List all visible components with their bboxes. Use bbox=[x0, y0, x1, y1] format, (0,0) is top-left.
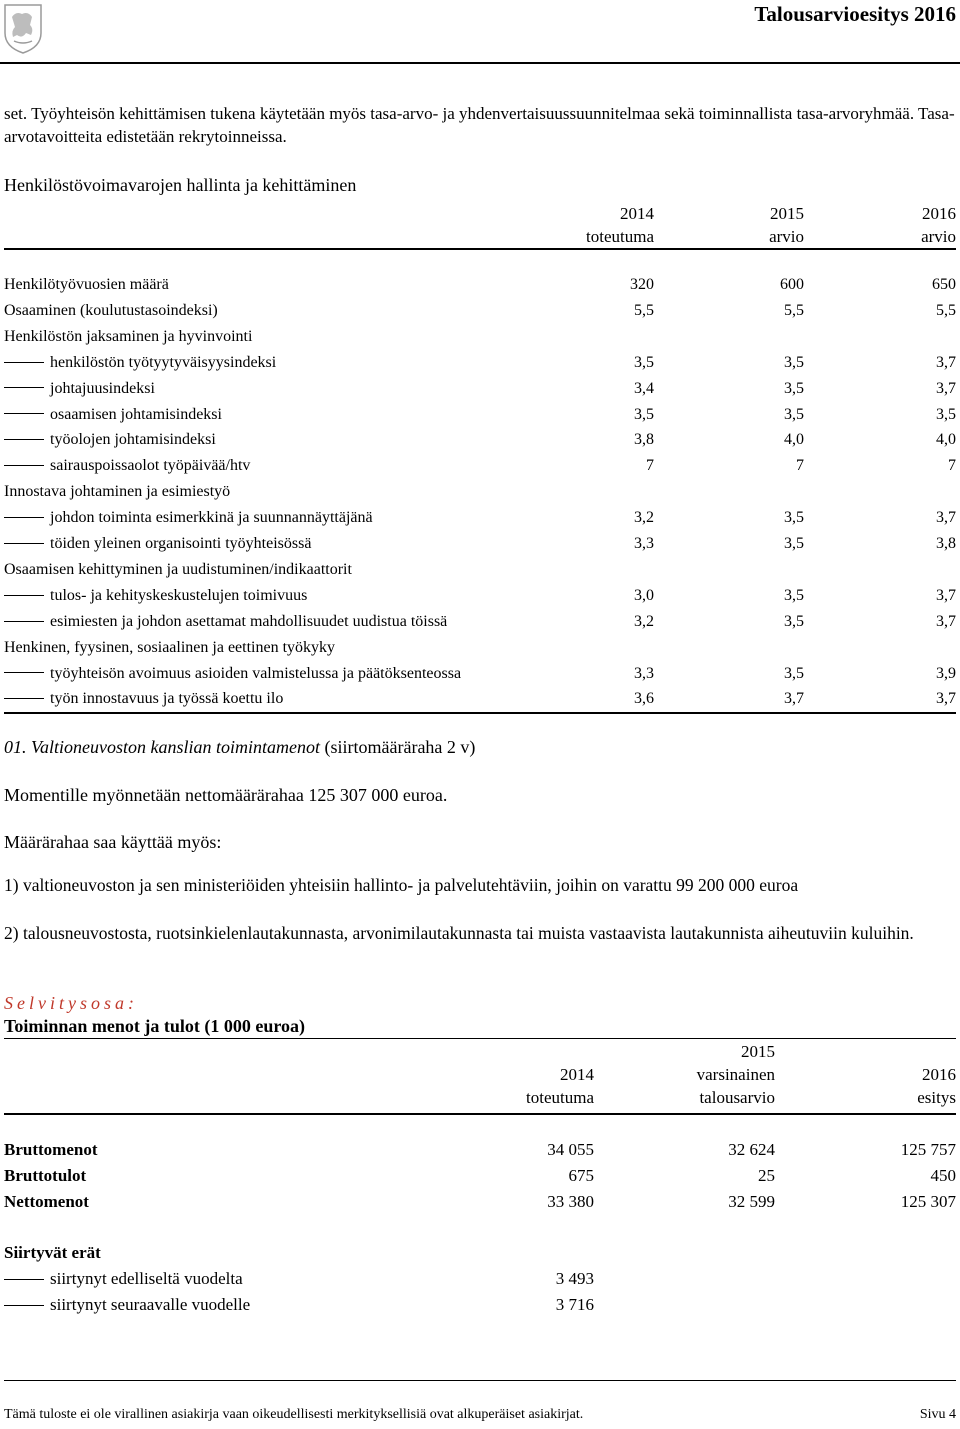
header-divider bbox=[0, 62, 960, 64]
dash-bullet bbox=[4, 1305, 44, 1306]
row-label: työolojen johtamisindeksi bbox=[4, 427, 216, 453]
dash-bullet bbox=[4, 362, 44, 363]
row-label: esimiesten ja johdon asettamat mahdollisuudet uudistua töissä bbox=[4, 609, 447, 635]
row-value: 125 307 bbox=[900, 1192, 956, 1211]
dash-bullet bbox=[4, 543, 44, 544]
row-label: osaamisen johtamisindeksi bbox=[4, 402, 222, 428]
row-value-2016: 3,7 bbox=[936, 353, 956, 371]
footer-rule bbox=[4, 1380, 956, 1381]
table1-row bbox=[4, 427, 956, 453]
row-value-2014: 3,2 bbox=[634, 509, 654, 527]
row-value-2015: 3,5 bbox=[784, 586, 804, 604]
row-label: työn innostavuus ja työssä koettu ilo bbox=[4, 686, 283, 712]
table1-row bbox=[4, 686, 956, 712]
paragraph-net-appropriation: Momentille myönnetään nettomäärärahaa 125 307 000 euroa. bbox=[4, 785, 448, 805]
table2-col-2015: 2015 varsinainen talousarvio bbox=[696, 1042, 775, 1107]
table1-col-2015: 2015 arvio bbox=[769, 204, 804, 246]
row-label: työyhteisön avoimuus asioiden valmistelussa ja päätöksenteossa bbox=[4, 661, 461, 687]
table2-header-rule bbox=[4, 1113, 956, 1115]
table1-row bbox=[4, 531, 956, 557]
row-label: henkilöstön työtyytyväisyysindeksi bbox=[4, 350, 276, 376]
table1-row bbox=[4, 583, 956, 609]
dash-bullet bbox=[4, 1279, 44, 1280]
table2-col-2016: 2016 esitys bbox=[917, 1065, 956, 1107]
row-label: Henkilöstön jaksaminen ja hyvinvointi bbox=[4, 327, 253, 345]
row-value-2015: 3,5 bbox=[784, 664, 804, 682]
row-value-2016: 3,7 bbox=[936, 690, 956, 708]
row-value-2014: 3,0 bbox=[634, 586, 654, 604]
row-value-2015: 600 bbox=[780, 276, 804, 293]
row-value-2014: 3,3 bbox=[634, 535, 654, 552]
row-label: Nettomenot bbox=[4, 1192, 89, 1211]
row-label: johtajuusindeksi bbox=[4, 376, 155, 402]
paragraph-usage-1: 1) valtioneuvoston ja sen ministeriöiden yhteisiin hallinto- ja palvelutehtäviin, joihin on varattu 99 200 000 euroa bbox=[4, 875, 799, 895]
dash-bullet bbox=[4, 698, 44, 699]
table1-row bbox=[4, 272, 956, 298]
row-label: Osaaminen (koulutustasoindeksi) bbox=[4, 301, 218, 319]
carry-over-title: Siirtyvät erät bbox=[4, 1243, 101, 1262]
row-value-2014: 7 bbox=[646, 457, 654, 475]
table2-col-2014: 2014 toteutuma bbox=[526, 1065, 594, 1107]
row-value-2016: 3,7 bbox=[936, 379, 956, 397]
row-value: 3 493 bbox=[555, 1269, 594, 1288]
moment-heading: 01. Valtioneuvoston kanslian toimintamenot (siirtomääräraha 2 v) bbox=[4, 737, 476, 757]
row-label: Innostava johtaminen ja esimiestyö bbox=[4, 483, 231, 501]
table2-title-rule bbox=[4, 1038, 956, 1039]
row-value-2014: 3,5 bbox=[634, 353, 654, 371]
row-value-2014: 3,3 bbox=[634, 664, 654, 682]
row-value: 32 624 bbox=[728, 1140, 775, 1159]
table2-title: Toiminnan menot ja tulot (1 000 euroa) bbox=[4, 1016, 306, 1036]
table1-row bbox=[4, 479, 956, 505]
row-value-2014: 3,4 bbox=[634, 379, 654, 397]
row-value: 675 bbox=[568, 1166, 594, 1185]
row-value-2016: 7 bbox=[948, 457, 956, 475]
row-value: 32 599 bbox=[728, 1192, 775, 1211]
dash-bullet bbox=[4, 595, 44, 596]
table1-col-2016: 2016 arvio bbox=[921, 204, 956, 246]
dash-bullet bbox=[4, 672, 44, 673]
table1-bottom-rule bbox=[4, 712, 956, 714]
row-value-2015: 4,0 bbox=[784, 431, 804, 449]
dash-bullet bbox=[4, 439, 44, 440]
row-value-2015: 3,5 bbox=[784, 405, 804, 423]
row-value-2015: 3,5 bbox=[784, 612, 804, 630]
page-footer bbox=[4, 1407, 956, 1423]
row-label: Osaamisen kehittyminen ja uudistuminen/indikaattorit bbox=[4, 560, 352, 578]
row-value: 3 716 bbox=[555, 1295, 594, 1314]
table1-row bbox=[4, 376, 956, 402]
row-value-2016: 650 bbox=[932, 276, 956, 293]
row-value: 34 055 bbox=[547, 1140, 594, 1159]
intro-paragraph: set. Työyhteisön kehittämisen tukena käytetään myös tasa-arvo- ja yhdenvertaisuussuunnitelmaa sekä toiminnallista tasa-arvoryhmää. Tasa-arvotavoitteita edistetään rekrytoinneissa. bbox=[4, 104, 955, 146]
row-value-2014: 3,8 bbox=[634, 431, 654, 449]
table1-row bbox=[4, 453, 956, 479]
selvitysosa-label: Selvitysosa: bbox=[4, 993, 138, 1013]
dash-bullet bbox=[4, 413, 44, 414]
table1-col-2014: 2014 toteutuma bbox=[586, 204, 654, 246]
table1-header-rule bbox=[4, 248, 956, 250]
row-label: johdon toiminta esimerkkinä ja suunnannäyttäjänä bbox=[4, 505, 373, 531]
footer-note: Tämä tuloste ei ole virallinen asiakirja vaan oikeudellisesti merkityksellisiä ovat alkuperäiset asiakirjat. bbox=[4, 1407, 584, 1422]
row-value-2015: 3,5 bbox=[784, 535, 804, 552]
table1-row bbox=[4, 635, 956, 661]
row-value-2015: 7 bbox=[796, 457, 804, 475]
table1-row bbox=[4, 609, 956, 635]
dash-bullet bbox=[4, 465, 44, 466]
row-value-2014: 3,2 bbox=[634, 612, 654, 630]
row-label: Bruttomenot bbox=[4, 1140, 98, 1159]
carry-over-row bbox=[4, 1266, 956, 1292]
row-value-2014: 5,5 bbox=[634, 301, 654, 319]
row-value-2016: 5,5 bbox=[936, 301, 956, 319]
table1-row bbox=[4, 505, 956, 531]
table1-row bbox=[4, 661, 956, 687]
row-label: Bruttotulot bbox=[4, 1166, 87, 1185]
row-label: siirtynyt edelliseltä vuodelta bbox=[4, 1266, 243, 1292]
table1-title: Henkilöstövoimavarojen hallinta ja kehittäminen bbox=[4, 175, 357, 195]
table1-row bbox=[4, 402, 956, 428]
row-value-2015: 3,5 bbox=[784, 509, 804, 527]
dash-bullet bbox=[4, 517, 44, 518]
row-value-2016: 3,7 bbox=[936, 612, 956, 630]
table2-row bbox=[4, 1137, 956, 1163]
table1-row bbox=[4, 350, 956, 376]
row-value-2016: 3,7 bbox=[936, 586, 956, 604]
row-value-2015: 3,5 bbox=[784, 379, 804, 397]
table1-row bbox=[4, 298, 956, 324]
table2-row bbox=[4, 1163, 956, 1189]
row-value: 33 380 bbox=[547, 1192, 594, 1211]
dash-bullet bbox=[4, 621, 44, 622]
lion-crest-icon bbox=[2, 3, 44, 55]
row-value-2016: 4,0 bbox=[936, 431, 956, 449]
row-value: 25 bbox=[758, 1166, 775, 1185]
row-label: Henkilötyövuosien määrä bbox=[4, 276, 169, 293]
paragraph-usage: Määrärahaa saa käyttää myös: bbox=[4, 832, 222, 852]
row-value: 125 757 bbox=[900, 1140, 956, 1159]
row-value-2014: 320 bbox=[630, 276, 654, 293]
row-value-2016: 3,7 bbox=[936, 509, 956, 527]
carry-over-row bbox=[4, 1292, 956, 1318]
row-label: töiden yleinen organisointi työyhteisössä bbox=[4, 531, 311, 557]
row-value-2015: 5,5 bbox=[784, 301, 804, 319]
row-label: siirtynyt seuraavalle vuodelle bbox=[4, 1292, 250, 1318]
table1-row bbox=[4, 324, 956, 350]
row-value: 450 bbox=[930, 1166, 956, 1185]
page-number: Sivu 4 bbox=[919, 1407, 956, 1422]
dash-bullet bbox=[4, 387, 44, 388]
table1-row bbox=[4, 557, 956, 583]
row-label: sairauspoissaolot työpäivää/htv bbox=[4, 453, 250, 479]
row-label: Henkinen, fyysinen, sosiaalinen ja eettinen työkyky bbox=[4, 638, 336, 656]
document-title: Talousarvioesitys 2016 bbox=[754, 2, 956, 26]
row-value-2014: 3,5 bbox=[634, 405, 654, 423]
table2-row bbox=[4, 1189, 956, 1215]
row-value-2014: 3,6 bbox=[634, 690, 654, 708]
row-value-2016: 3,5 bbox=[936, 405, 956, 423]
row-value-2016: 3,8 bbox=[936, 535, 956, 552]
row-value-2015: 3,7 bbox=[784, 690, 804, 708]
paragraph-usage-2: 2) talousneuvostosta, ruotsinkielenlautakunnasta, arvonimilautakunnasta tai muista vastaavista lautakunnista aiheutuviin kuluihin. bbox=[4, 923, 914, 943]
row-value-2015: 3,5 bbox=[784, 353, 804, 371]
row-value-2016: 3,9 bbox=[936, 664, 956, 682]
row-label: tulos- ja kehityskeskustelujen toimivuus bbox=[4, 583, 307, 609]
